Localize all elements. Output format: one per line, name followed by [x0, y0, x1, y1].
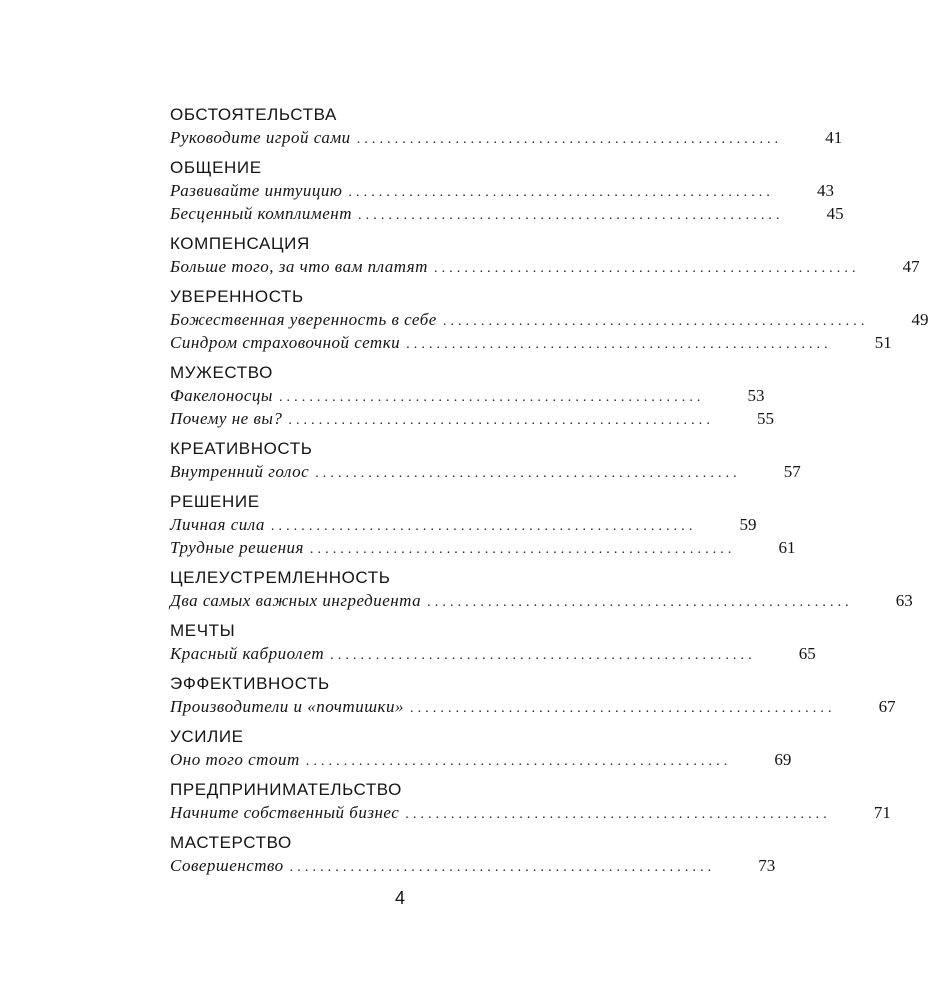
dot-leader: ........................................................: [356, 132, 783, 147]
toc-section: [170, 491, 796, 559]
entry-title: Почему не вы?: [170, 409, 283, 428]
toc-section: [170, 104, 843, 149]
entry-title: Божественная уверенность в себе: [170, 310, 437, 329]
toc-section: [170, 673, 896, 718]
section-heading: РЕШЕНИЕ: [170, 492, 260, 511]
dot-leader: ........................................................: [289, 860, 716, 875]
toc-section: [170, 620, 816, 665]
toc-entry[interactable]: [170, 536, 796, 559]
dot-leader: ........................................................: [348, 185, 775, 200]
entry-title: Оно того стоит: [170, 750, 300, 769]
toc-entry[interactable]: [170, 202, 844, 225]
toc-entry[interactable]: [170, 308, 928, 331]
entry-page-number: 45: [826, 204, 844, 223]
entry-page-number: 65: [798, 644, 816, 663]
entry-title: Больше того, за что вам платят: [170, 257, 428, 276]
dot-leader: ........................................................: [427, 595, 853, 610]
dot-leader: ........................................................: [405, 807, 831, 822]
dot-leader: ........................................................: [330, 648, 756, 663]
toc-section: [170, 157, 844, 225]
entry-page-number: 47: [902, 257, 920, 276]
toc-section: [170, 567, 913, 612]
entry-page-number: 71: [873, 803, 891, 822]
toc-section: [170, 832, 776, 877]
dot-leader: ........................................................: [278, 390, 705, 405]
toc-entry[interactable]: [170, 460, 801, 483]
entry-page-number: 49: [911, 310, 928, 329]
toc-section: [170, 779, 891, 824]
section-heading: ОБСТОЯТЕЛЬСТВА: [170, 105, 337, 124]
toc-section: [170, 362, 774, 430]
entry-title: Руководите игрой сами: [170, 128, 351, 147]
dot-leader: ........................................................: [406, 337, 832, 352]
entry-page-number: 67: [878, 697, 896, 716]
entry-page-number: 69: [774, 750, 792, 769]
toc-section: [170, 726, 792, 771]
section-heading: МУЖЕСТВО: [170, 363, 273, 382]
entry-page-number: 43: [817, 181, 835, 200]
dot-leader: ........................................................: [442, 314, 869, 329]
dot-leader: ........................................................: [305, 754, 732, 769]
toc-entry[interactable]: [170, 642, 816, 665]
toc-entry[interactable]: [170, 854, 776, 877]
section-heading: УВЕРЕННОСТЬ: [170, 287, 304, 306]
toc-entry[interactable]: [170, 695, 896, 718]
section-heading: ЦЕЛЕУСТРЕМЛЕННОСТЬ: [170, 568, 391, 587]
entry-title: Трудные решения: [170, 538, 304, 557]
entry-page-number: 63: [895, 591, 913, 610]
section-heading: КОМПЕНСАЦИЯ: [170, 234, 310, 253]
dot-leader: ........................................................: [433, 261, 860, 276]
section-heading: ЭФФЕКТИВНОСТЬ: [170, 674, 330, 693]
dot-leader: ........................................................: [288, 413, 714, 428]
section-heading: ПРЕДПРИНИМАТЕЛЬСТВО: [170, 780, 403, 799]
toc-entry[interactable]: [170, 407, 774, 430]
section-heading: ОБЩЕНИЕ: [170, 158, 262, 177]
dot-leader: ........................................................: [309, 542, 736, 557]
page-number: 4: [394, 888, 405, 908]
toc-entry[interactable]: [170, 589, 913, 612]
toc-section: [170, 438, 801, 483]
toc-entry[interactable]: [170, 748, 792, 771]
dot-leader: ........................................................: [315, 466, 741, 481]
entry-title: Развивайте интуицию: [170, 181, 343, 200]
toc-entry[interactable]: [170, 513, 757, 536]
entry-title: Синдром страховочной сетки: [170, 333, 401, 352]
toc-entry[interactable]: [170, 126, 843, 149]
entry-title: Совершенство: [170, 856, 284, 875]
entry-page-number: 41: [825, 128, 843, 147]
entry-page-number: 53: [747, 386, 765, 405]
toc-entry[interactable]: [170, 179, 835, 202]
toc-entry[interactable]: [170, 801, 891, 824]
entry-title: Личная сила: [170, 515, 265, 534]
entry-title: Бесценный комплимент: [170, 204, 353, 223]
section-heading: МЕЧТЫ: [170, 621, 236, 640]
toc-section: [170, 286, 928, 354]
entry-page-number: 61: [778, 538, 796, 557]
entry-title: Красный кабриолет: [170, 644, 325, 663]
entry-page-number: 57: [783, 462, 801, 481]
entry-title: Факелоносцы: [170, 386, 273, 405]
dot-leader: ........................................................: [358, 208, 784, 223]
section-heading: МАСТЕРСТВО: [170, 833, 292, 852]
toc-entry[interactable]: [170, 331, 892, 354]
entry-page-number: 59: [739, 515, 757, 534]
toc-section: [170, 233, 920, 278]
entry-page-number: 73: [758, 856, 776, 875]
table-of-contents: [170, 104, 928, 877]
toc-entry[interactable]: [170, 384, 765, 407]
section-heading: КРЕАТИВНОСТЬ: [170, 439, 313, 458]
entry-title: Внутренний голос: [170, 462, 310, 481]
entry-page-number: 51: [874, 333, 892, 352]
dot-leader: ........................................................: [270, 519, 697, 534]
entry-title: Два самых важных ингредиента: [170, 591, 422, 610]
dot-leader: ........................................................: [409, 701, 836, 716]
entry-page-number: 55: [756, 409, 774, 428]
section-heading: УСИЛИЕ: [170, 727, 244, 746]
entry-title: Производители и «почтишки»: [170, 697, 404, 716]
entry-title: Начните собственный бизнес: [170, 803, 400, 822]
toc-entry[interactable]: [170, 255, 920, 278]
